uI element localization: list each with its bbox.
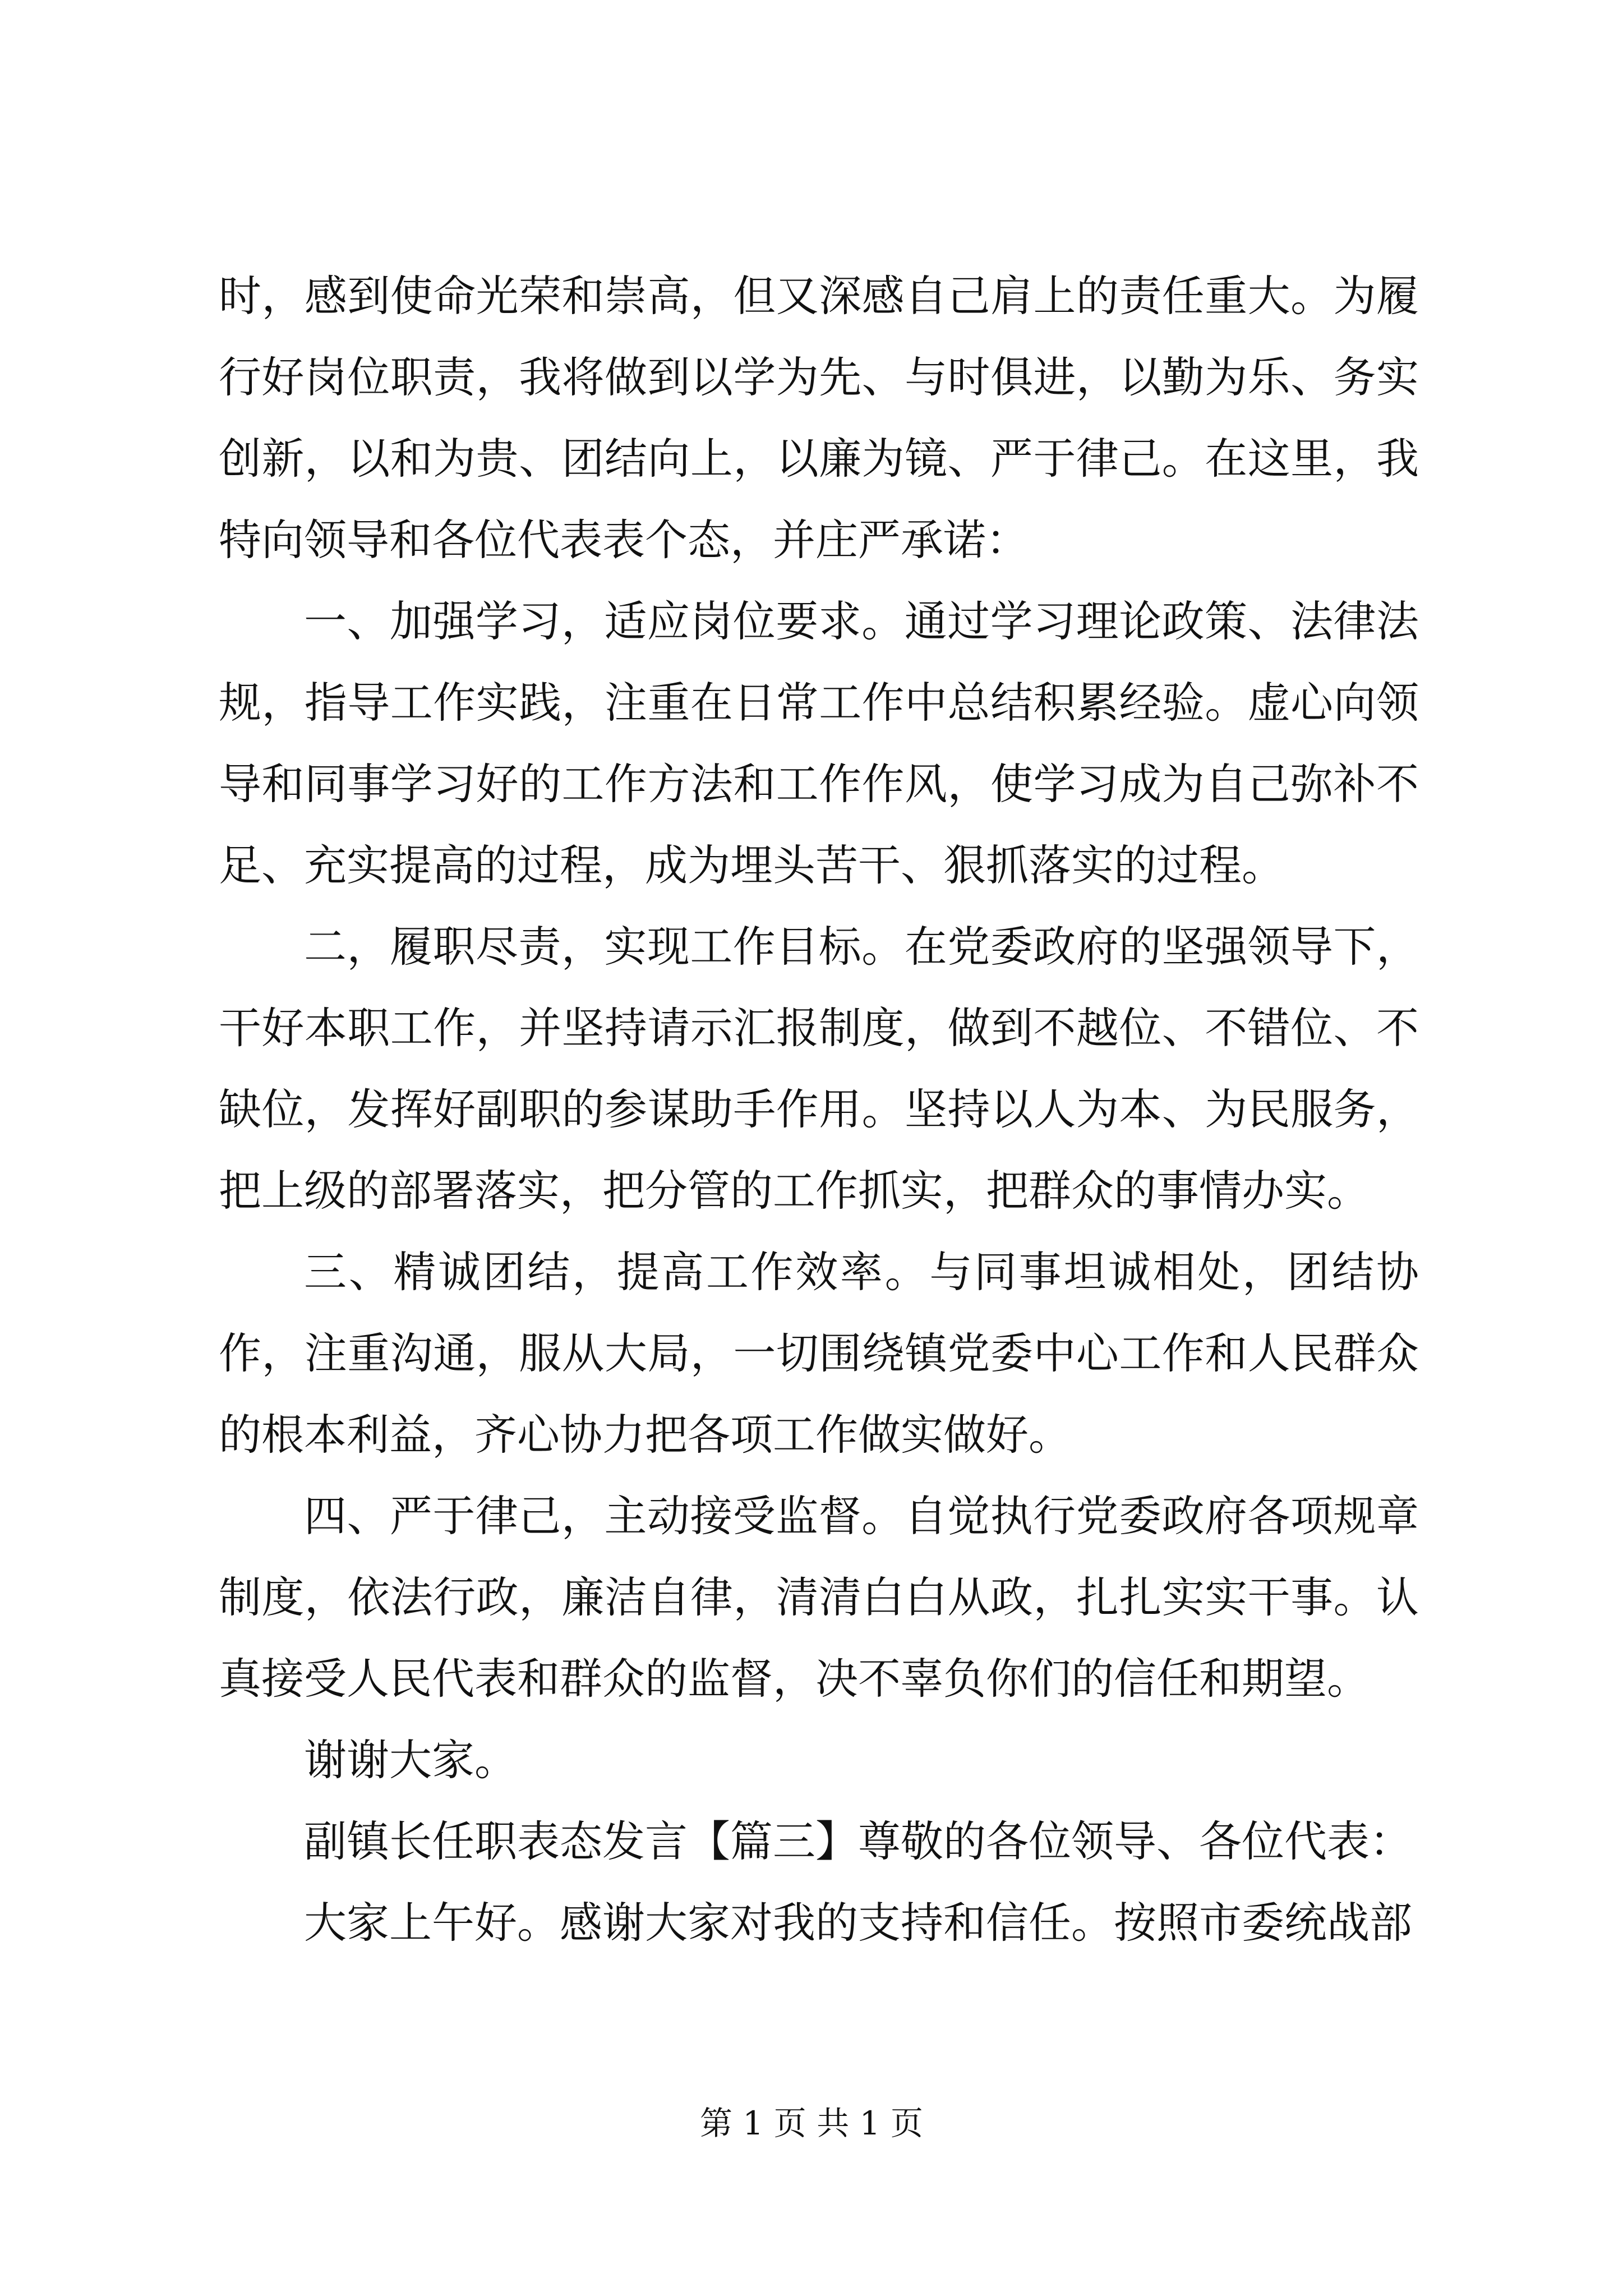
paragraph-7: 副镇长任职表态发言【篇三】尊敬的各位领导、各位代表： — [304, 1816, 1412, 1866]
paragraph-8: 大家上午好。感谢大家对我的支持和信任。按照市委统战部 — [304, 1898, 1412, 1948]
paragraph-4: 三、精诚团结，提高工作效率。与同事坦诚相处，团结协作，注重沟通，服从大局，一切围绕镇党委中心工作和人民群众的根本利益，齐心协力把各项工作做实做好。 — [219, 1247, 1419, 1460]
paragraph-5: 四、严于律己，主动接受监督。自觉执行党委政府各项规章制度，依法行政，廉洁自律，清清白白从政，扎扎实实干事。认真接受人民代表和群众的监督，决不辜负你们的信任和期望。 — [219, 1491, 1419, 1704]
page-footer: 第 1 页 共 1 页 — [700, 2104, 923, 2142]
paragraph-1: 时，感到使命光荣和崇高，但又深感自己肩上的责任重大。为履行好岗位职责，我将做到以学为先、与时俱进，以勤为乐、务实创新，以和为贵、团结向上，以廉为镜、严于律己。在这里，我特向领导和各位代表表个态，并庄严承诺： — [219, 271, 1419, 565]
paragraph-3: 二，履职尽责，实现工作目标。在党委政府的坚强领导下，干好本职工作，并坚持请示汇报制度，做到不越位、不错位、不缺位，发挥好副职的参谋助手作用。坚持以人为本、为民服务，把上级的部署落实，把分管的工作抓实，把群众的事情办实。 — [219, 922, 1419, 1216]
document-body — [219, 255, 1419, 1963]
paragraph-2: 一、加强学习，适应岗位要求。通过学习理论政策、法律法规，指导工作实践，注重在日常工作中总结积累经验。虚心向领导和同事学习好的工作方法和工作作风，使学习成为自己弥补不足、充实提高的过程，成为埋头苦干、狠抓落实的过程。 — [219, 596, 1419, 890]
paragraph-6: 谢谢大家。 — [304, 1735, 517, 1785]
